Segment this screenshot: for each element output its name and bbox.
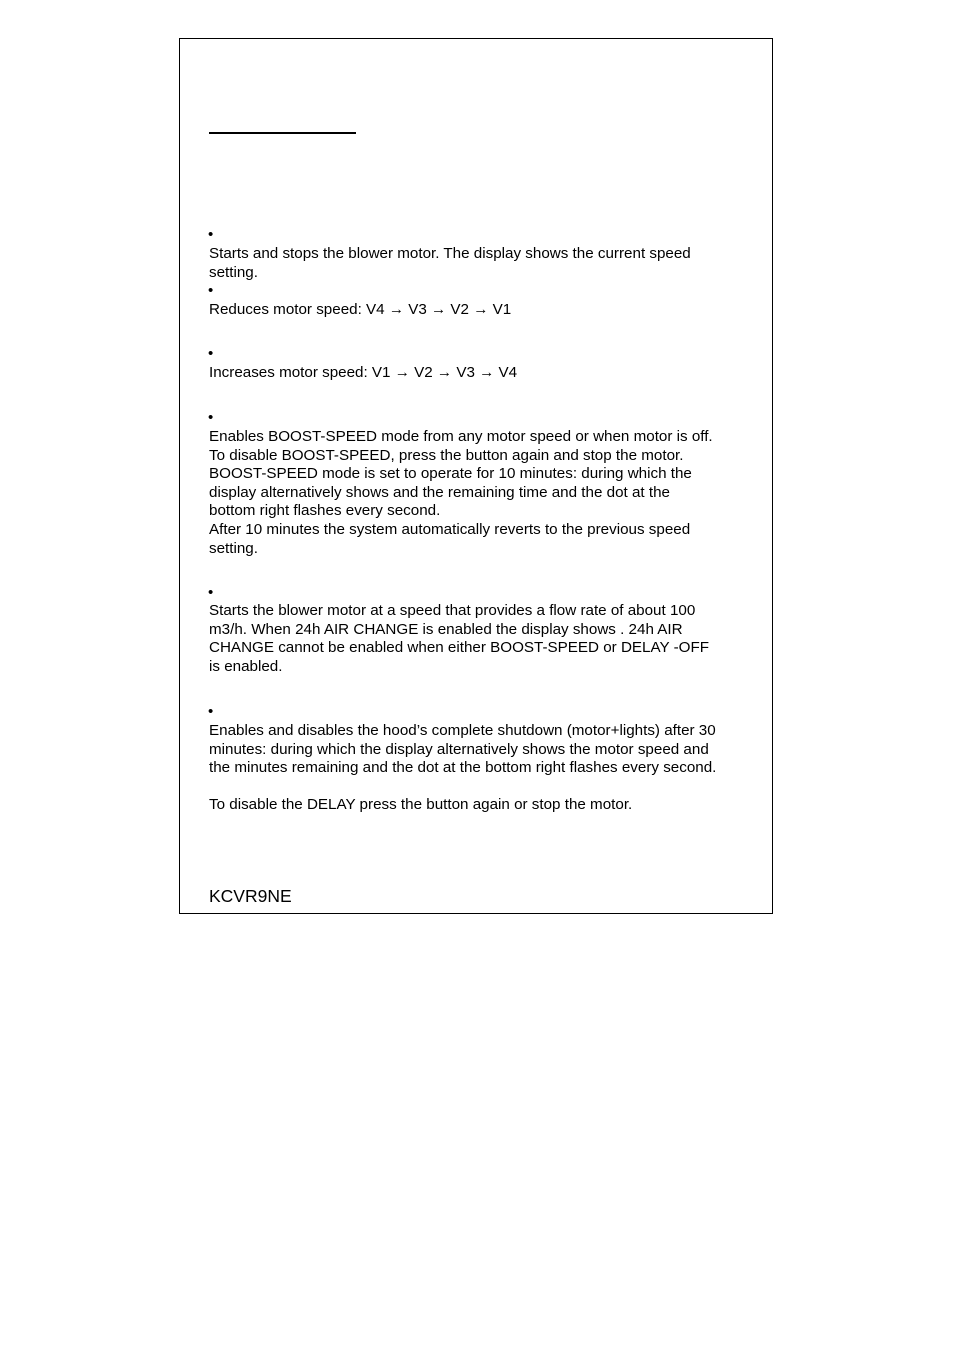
speed-up-description: Increases motor speed: V1 → V2 → V3 → V4 (209, 364, 518, 381)
on-off-description: Starts and stops the blower motor. The display shows the current speed setting. (209, 245, 691, 281)
bullet-marker: • (208, 703, 214, 720)
bullet-marker: • (208, 584, 214, 601)
boost-speed-description: Enables BOOST-SPEED mode from any motor speed or when motor is off. To disable BOOST-SPEED, press the button again and stop the motor. BOOST-SPEED mode is set to operate for 10 minutes: during which the display alternatively shows and the remaining time and the dot at the bottom right flashes every second. After 10 minutes the system automatically reverts to the previous speed setting. (209, 428, 713, 557)
bullet-marker: • (208, 345, 214, 362)
bullet-marker: • (208, 282, 214, 299)
speed-down-description: Reduces motor speed: V4 → V3 → V2 → V1 (209, 301, 512, 318)
delay-off-description: Enables and disables the hood’s complete shutdown (motor+lights) after 30 minutes: during which the display alternatively shows the motor speed and the minutes remaining and the dot at the bottom right flashes every second. To disable the DELAY press the button again or stop the motor. (209, 722, 717, 814)
bullet-marker: • (208, 226, 214, 243)
heading-underline (209, 132, 356, 134)
bullet-marker: • (208, 409, 214, 426)
air-change-description: Starts the blower motor at a speed that provides a flow rate of about 100 m3/h. When 24h AIR CHANGE is enabled the display shows . 24h AIR CHANGE cannot be enabled when either BOOST-SPEED or DELAY -OFF is enabled. (209, 602, 709, 675)
model-code: KCVR9NE (209, 886, 292, 906)
